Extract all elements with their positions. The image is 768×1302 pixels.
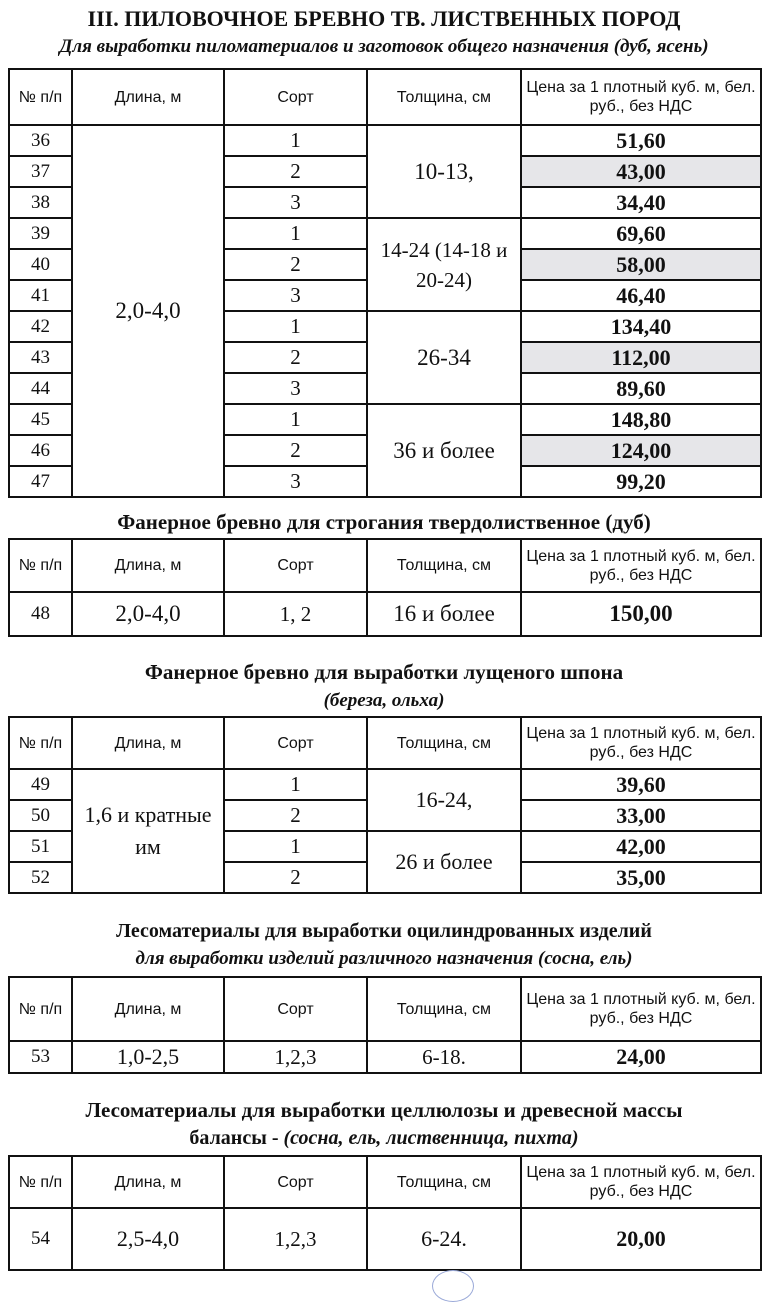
row-num: 44 [9,373,72,404]
grade-cell: 2 [224,156,367,187]
row-num: 50 [9,800,72,831]
table-row [9,1208,761,1270]
header-thickness: Толщина, см [367,1156,521,1208]
price-cell: 42,00 [521,831,761,862]
row-num: 51 [9,831,72,862]
header-length: Длина, м [72,69,224,125]
grade-cell: 1, 2 [224,592,367,636]
thickness-cell: 16-24, [367,769,521,831]
section3-title: Фанерное бревно для выработки лущеного шпона [144,660,624,684]
thickness-cell: 16 и более [367,592,521,636]
header-length: Длина, м [72,717,224,769]
length-cell: 1,6 и кратные им [72,769,224,893]
price-cell: 35,00 [521,862,761,893]
header-price: Цена за 1 плотный куб. м, бел. руб., без НДС [521,717,761,769]
row-num: 36 [9,125,72,156]
thickness-cell: 26-34 [367,311,521,404]
header-price: Цена за 1 плотный куб. м, бел. руб., без НДС [521,539,761,592]
header-length: Длина, м [72,539,224,592]
row-num: 49 [9,769,72,800]
row-num: 41 [9,280,72,311]
grade-cell: 1,2,3 [224,1208,367,1270]
grade-cell: 2 [224,342,367,373]
grade-cell: 1 [224,404,367,435]
grade-cell: 2 [224,435,367,466]
thickness-cell: 36 и более [367,404,521,497]
price-cell: 20,00 [521,1208,761,1270]
table-row [9,592,761,636]
row-num: 46 [9,435,72,466]
header-thickness: Толщина, см [367,717,521,769]
header-length: Длина, м [72,1156,224,1208]
header-num: № п/п [9,977,72,1041]
thickness-cell: 10-13, [367,125,521,218]
grade-cell: 2 [224,800,367,831]
section1-table [8,68,762,498]
price-cell: 24,00 [521,1041,761,1073]
row-num: 53 [9,1041,72,1073]
length-cell: 2,5-4,0 [72,1208,224,1270]
header-num: № п/п [9,539,72,592]
row-num: 43 [9,342,72,373]
section2-title: Фанерное бревно для строгания твердолиственное (дуб) [117,510,651,534]
table-row [9,1041,761,1073]
section5-subtitle-bold: балансы - [189,1127,284,1149]
header-grade: Сорт [224,977,367,1041]
section4-table [8,976,762,1074]
price-cell: 150,00 [521,592,761,636]
price-cell: 89,60 [521,373,761,404]
header-grade: Сорт [224,539,367,592]
row-num: 54 [9,1208,72,1270]
header-price: Цена за 1 плотный куб. м, бел. руб., без НДС [521,977,761,1041]
grade-cell: 2 [224,249,367,280]
length-cell: 2,0-4,0 [72,592,224,636]
section1-subtitle: Для выработки пиломатериалов и заготовок общего назначения (дуб, ясень) [59,36,709,57]
grade-cell: 1,2,3 [224,1041,367,1073]
row-num: 40 [9,249,72,280]
price-cell: 148,80 [521,404,761,435]
header-length: Длина, м [72,977,224,1041]
grade-cell: 2 [224,862,367,893]
section4-subtitle: для выработки изделий различного назначения (сосна, ель) [135,948,633,969]
price-cell: 33,00 [521,800,761,831]
price-cell: 134,40 [521,311,761,342]
grade-cell: 3 [224,373,367,404]
header-thickness: Толщина, см [367,977,521,1041]
row-num: 42 [9,311,72,342]
row-num: 38 [9,187,72,218]
price-cell: 39,60 [521,769,761,800]
grade-cell: 1 [224,218,367,249]
price-cell: 58,00 [521,249,761,280]
price-cell: 34,40 [521,187,761,218]
section3-table [8,716,762,894]
row-num: 48 [9,592,72,636]
thickness-cell: 26 и более [367,831,521,893]
row-num: 47 [9,466,72,497]
row-num: 39 [9,218,72,249]
price-cell: 99,20 [521,466,761,497]
header-num: № п/п [9,69,72,125]
grade-cell: 3 [224,280,367,311]
price-cell: 46,40 [521,280,761,311]
table-row [9,125,761,156]
header-price: Цена за 1 плотный куб. м, бел. руб., без НДС [521,69,761,125]
section5-title: Лесоматериалы для выработки целлюлозы и древесной массы [85,1098,683,1122]
grade-cell: 3 [224,466,367,497]
price-cell: 69,60 [521,218,761,249]
row-num: 45 [9,404,72,435]
header-grade: Сорт [224,717,367,769]
length-cell: 1,0-2,5 [72,1041,224,1073]
grade-cell: 1 [224,831,367,862]
section2-table [8,538,762,637]
header-grade: Сорт [224,69,367,125]
section4-title: Лесоматериалы для выработки оцилиндрованных изделий [116,920,652,942]
grade-cell: 3 [224,187,367,218]
section3-subtitle: (береза, ольха) [323,690,445,711]
thickness-cell: 14-24 (14-18 и 20-24) [367,218,521,311]
grade-cell: 1 [224,125,367,156]
header-num: № п/п [9,1156,72,1208]
price-cell: 112,00 [521,342,761,373]
length-cell: 2,0-4,0 [72,125,224,497]
price-cell: 124,00 [521,435,761,466]
header-thickness: Толщина, см [367,69,521,125]
row-num: 52 [9,862,72,893]
header-grade: Сорт [224,1156,367,1208]
section1-title: III. ПИЛОВОЧНОЕ БРЕВНО ТВ. ЛИСТВЕННЫХ ПОРОД [87,6,681,31]
section5-table [8,1155,762,1271]
header-price: Цена за 1 плотный куб. м, бел. руб., без НДС [521,1156,761,1208]
price-cell: 43,00 [521,156,761,187]
thickness-cell: 6-18. [367,1041,521,1073]
grade-cell: 1 [224,769,367,800]
stamp-mark [432,1270,474,1302]
header-num: № п/п [9,717,72,769]
section5-subtitle [0,1127,768,1150]
table-row [9,769,761,800]
header-thickness: Толщина, см [367,539,521,592]
price-cell: 51,60 [521,125,761,156]
row-num: 37 [9,156,72,187]
section5-subtitle-italic: (сосна, ель, лиственница, пихта) [283,1127,579,1149]
grade-cell: 1 [224,311,367,342]
thickness-cell: 6-24. [367,1208,521,1270]
